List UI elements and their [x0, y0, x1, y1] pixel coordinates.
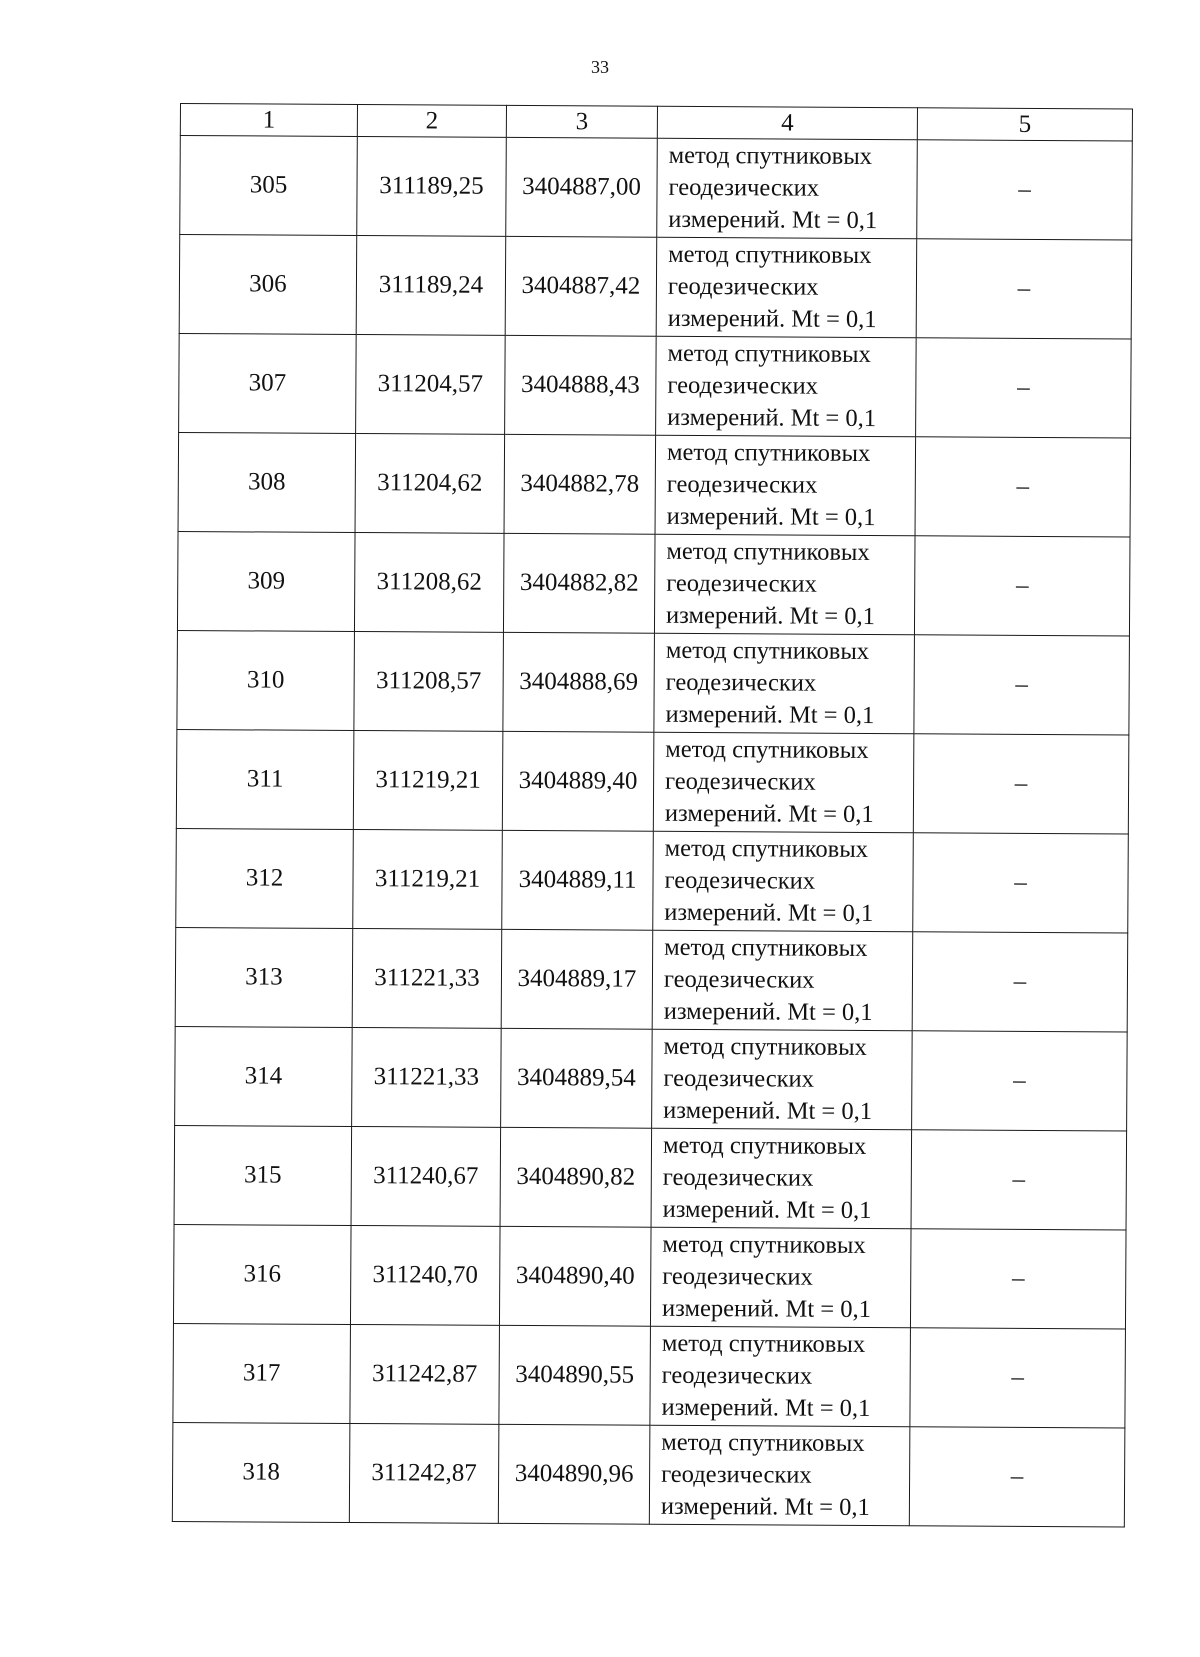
- y-coordinate-cell: 3404887,42: [505, 236, 657, 336]
- method-line: геодезических: [661, 1460, 812, 1489]
- y-coordinate-cell: 3404890,96: [498, 1424, 650, 1524]
- point-number-cell: 306: [179, 235, 357, 335]
- column-header-3: 3: [506, 105, 657, 138]
- table-row: [175, 927, 1128, 1031]
- method-line: геодезических: [663, 1064, 814, 1093]
- table-row: [176, 828, 1129, 932]
- method-line: геодезических: [668, 173, 820, 202]
- method-line: измерений. Mt = 0,1: [661, 1393, 871, 1422]
- y-coordinate-cell: 3404889,54: [501, 1028, 653, 1128]
- y-coordinate-cell: 3404882,78: [504, 434, 656, 534]
- x-coordinate-cell: 311240,67: [351, 1127, 501, 1227]
- table-row: [180, 136, 1133, 240]
- method-line: метод спутниковых: [662, 1230, 866, 1259]
- method-cell: [656, 336, 917, 436]
- y-coordinate-cell: 3404890,82: [500, 1127, 652, 1227]
- method-line: метод спутниковых: [661, 1428, 865, 1457]
- point-number-cell: 308: [178, 432, 356, 532]
- x-coordinate-cell: 311208,57: [354, 632, 504, 732]
- method-cell: [652, 930, 913, 1030]
- method-cell: [653, 831, 914, 931]
- note-cell: –: [916, 338, 1132, 438]
- note-cell: –: [912, 932, 1128, 1032]
- method-line: метод спутниковых: [664, 834, 869, 863]
- note-cell: –: [914, 635, 1130, 735]
- x-coordinate-cell: 311240,70: [350, 1226, 500, 1326]
- method-line: метод спутниковых: [668, 240, 872, 269]
- point-number-cell: 314: [175, 1026, 353, 1126]
- point-number-cell: 316: [173, 1224, 351, 1324]
- method-line: метод спутниковых: [666, 537, 870, 566]
- x-coordinate-cell: 311219,21: [353, 830, 503, 930]
- table-row: [176, 729, 1129, 833]
- method-line: измерений. Mt = 0,1: [664, 799, 874, 829]
- point-number-cell: 307: [179, 333, 357, 433]
- x-coordinate-cell: 311221,33: [352, 929, 502, 1029]
- note-cell: –: [916, 239, 1132, 339]
- note-cell: –: [913, 734, 1129, 834]
- method-line: геодезических: [664, 866, 816, 895]
- point-number-cell: 311: [176, 729, 354, 829]
- method-line: измерений. Mt = 0,1: [663, 1096, 873, 1126]
- method-line: геодезических: [667, 371, 818, 400]
- method-line: геодезических: [665, 767, 816, 796]
- note-cell: –: [910, 1328, 1126, 1428]
- column-header-1: 1: [180, 104, 357, 137]
- point-number-cell: 317: [173, 1323, 351, 1423]
- method-line: геодезических: [663, 965, 815, 994]
- method-line: геодезических: [662, 1163, 814, 1192]
- x-coordinate-cell: 311204,62: [355, 434, 505, 534]
- point-number-cell: 310: [177, 630, 355, 730]
- table-body: [172, 136, 1132, 1527]
- x-coordinate-cell: 311189,24: [356, 236, 506, 336]
- method-line: измерений. Mt = 0,1: [663, 997, 873, 1027]
- method-line: метод спутниковых: [665, 636, 870, 665]
- method-line: геодезических: [667, 272, 819, 301]
- column-header-2: 2: [357, 105, 506, 138]
- method-line: геодезических: [666, 569, 817, 598]
- method-line: метод спутниковых: [664, 933, 868, 962]
- method-line: измерений. Mt = 0,1: [668, 205, 878, 235]
- note-cell: –: [912, 1031, 1128, 1131]
- point-number-cell: 315: [174, 1125, 352, 1225]
- y-coordinate-cell: 3404890,40: [499, 1226, 651, 1326]
- y-coordinate-cell: 3404889,17: [501, 929, 653, 1029]
- method-line: метод спутниковых: [662, 1131, 867, 1160]
- method-cell: [650, 1227, 911, 1327]
- method-line: измерений. Mt = 0,1: [660, 1492, 870, 1521]
- column-header-4: 4: [657, 106, 917, 139]
- x-coordinate-cell: 311242,87: [350, 1325, 500, 1425]
- method-line: измерений. Mt = 0,1: [665, 700, 875, 730]
- x-coordinate-cell: 311219,21: [353, 731, 503, 831]
- point-number-cell: 313: [175, 927, 353, 1027]
- method-line: метод спутниковых: [668, 141, 873, 170]
- method-cell: [652, 1029, 913, 1129]
- method-line: метод спутниковых: [665, 735, 869, 764]
- method-line: метод спутниковых: [666, 438, 871, 467]
- point-number-cell: 305: [180, 136, 358, 236]
- method-line: метод спутниковых: [663, 1032, 867, 1061]
- method-cell: [649, 1425, 910, 1525]
- method-line: измерений. Mt = 0,1: [661, 1294, 871, 1323]
- point-number-cell: 318: [172, 1422, 350, 1522]
- note-cell: –: [915, 437, 1131, 537]
- method-line: метод спутниковых: [661, 1329, 866, 1358]
- point-number-cell: 312: [176, 828, 354, 928]
- table-row: [178, 432, 1131, 536]
- x-coordinate-cell: 311242,87: [349, 1424, 499, 1524]
- note-cell: –: [913, 833, 1129, 933]
- table-row: [174, 1125, 1127, 1229]
- method-cell: [654, 534, 915, 634]
- method-cell: [655, 435, 916, 535]
- method-line: геодезических: [661, 1361, 813, 1390]
- method-cell: [657, 138, 918, 238]
- coordinates-table: [172, 103, 1133, 1527]
- method-cell: [651, 1128, 912, 1228]
- page-number: 33: [591, 57, 609, 77]
- method-line: измерений. Mt = 0,1: [662, 1195, 872, 1225]
- method-line: геодезических: [666, 470, 818, 499]
- method-cell: [656, 237, 917, 337]
- column-header-5: 5: [917, 108, 1132, 141]
- method-cell: [650, 1326, 911, 1426]
- table-row: [177, 531, 1130, 635]
- y-coordinate-cell: 3404888,69: [503, 632, 655, 732]
- note-cell: –: [917, 140, 1133, 240]
- table-row: [175, 1026, 1128, 1130]
- method-line: геодезических: [662, 1262, 813, 1291]
- x-coordinate-cell: 311221,33: [352, 1028, 502, 1128]
- method-line: метод спутниковых: [667, 339, 871, 368]
- y-coordinate-cell: 3404887,00: [506, 137, 658, 237]
- method-line: измерений. Mt = 0,1: [665, 601, 875, 631]
- method-cell: [653, 732, 914, 832]
- method-line: измерений. Mt = 0,1: [667, 304, 877, 334]
- x-coordinate-cell: 311208,62: [354, 533, 504, 633]
- table-row: [173, 1323, 1126, 1427]
- note-cell: –: [914, 536, 1130, 636]
- table-row: [172, 1422, 1125, 1526]
- y-coordinate-cell: 3404889,40: [502, 731, 654, 831]
- method-line: измерений. Mt = 0,1: [664, 898, 874, 928]
- method-line: измерений. Mt = 0,1: [666, 502, 876, 532]
- method-line: геодезических: [665, 668, 817, 697]
- x-coordinate-cell: 311204,57: [356, 335, 506, 435]
- note-cell: –: [910, 1229, 1126, 1329]
- note-cell: –: [911, 1130, 1127, 1230]
- method-cell: [654, 633, 915, 733]
- table-row: [179, 235, 1132, 339]
- y-coordinate-cell: 3404888,43: [505, 335, 657, 435]
- y-coordinate-cell: 3404882,82: [503, 533, 655, 633]
- table-row: [179, 333, 1132, 437]
- x-coordinate-cell: 311189,25: [357, 137, 507, 237]
- table-row: [173, 1224, 1126, 1328]
- table-row: [177, 630, 1130, 734]
- method-line: измерений. Mt = 0,1: [667, 403, 877, 433]
- y-coordinate-cell: 3404889,11: [502, 830, 654, 930]
- y-coordinate-cell: 3404890,55: [499, 1325, 651, 1425]
- note-cell: –: [909, 1427, 1125, 1527]
- point-number-cell: 309: [177, 531, 355, 631]
